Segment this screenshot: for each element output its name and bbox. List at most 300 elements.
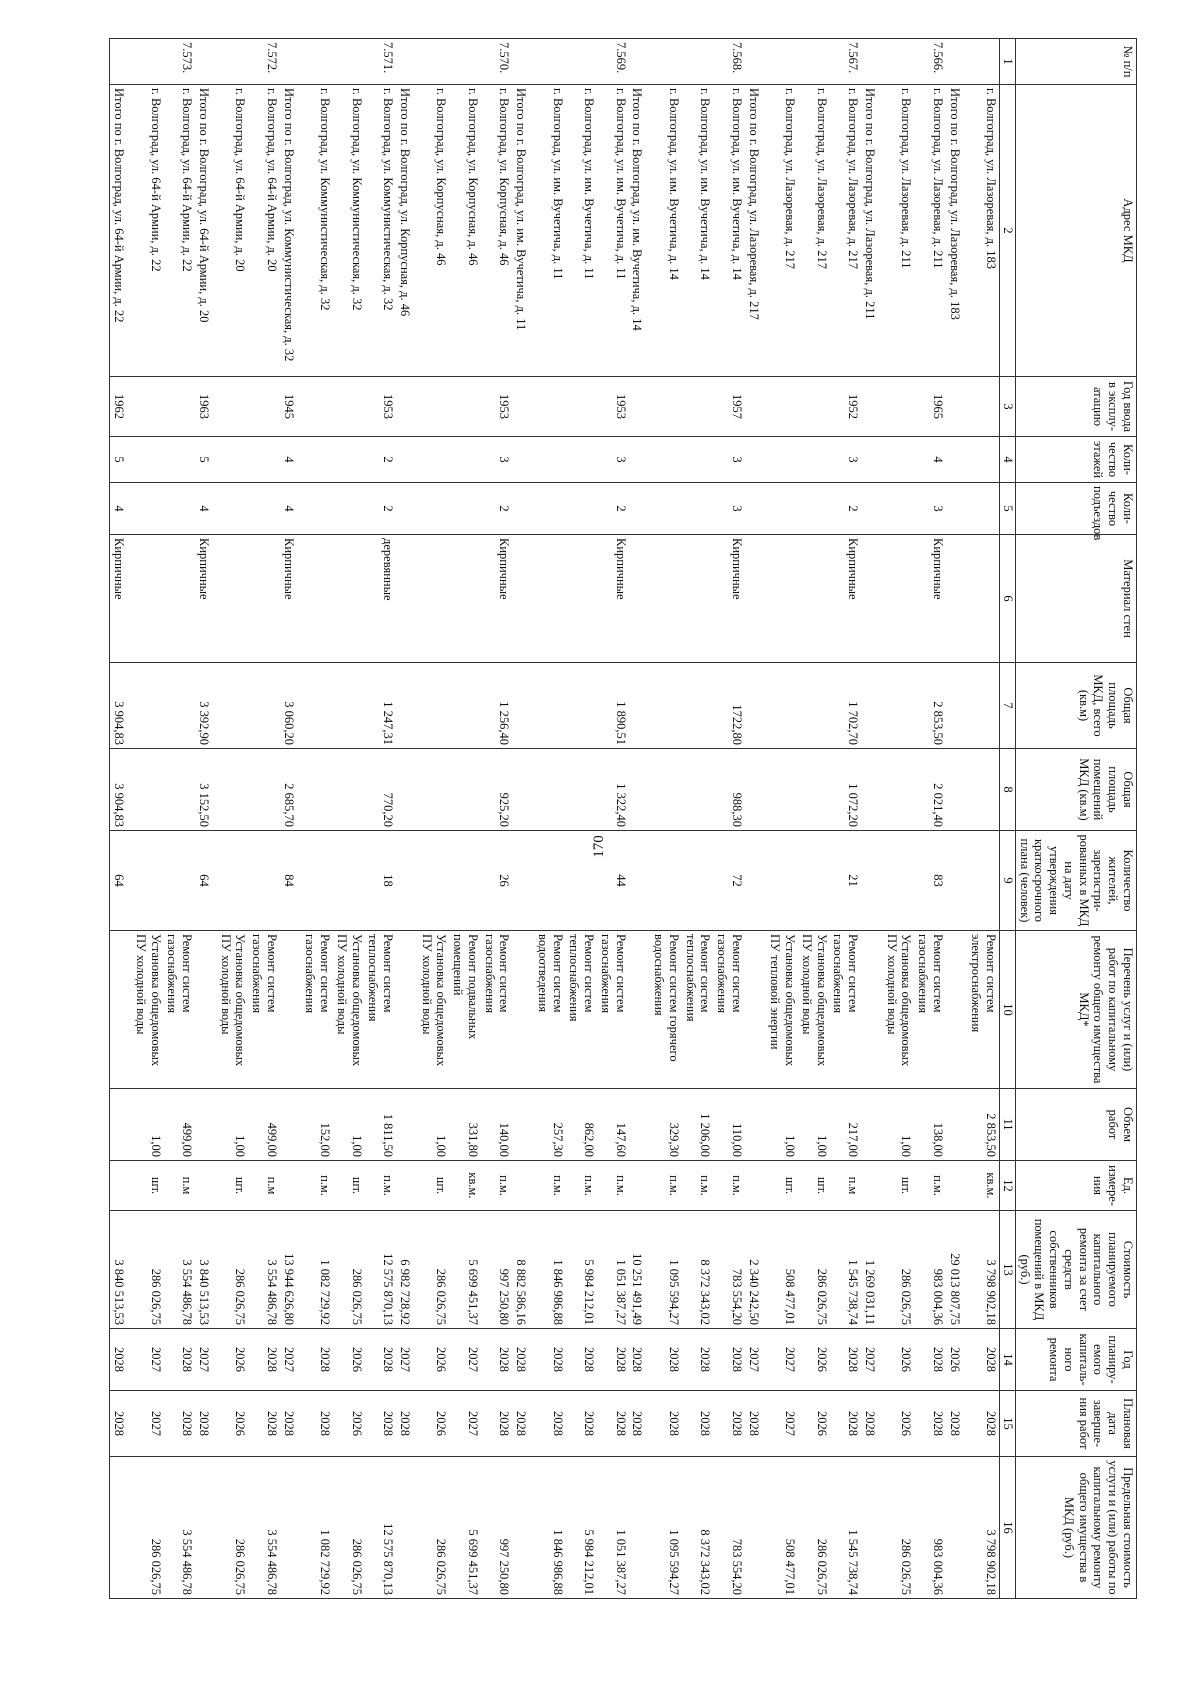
table-row <box>946 39 968 1599</box>
table-cell: 3 798 902,18 <box>968 1457 1000 1599</box>
table-cell: 286 026,75 <box>883 1457 915 1599</box>
table-cell <box>513 663 535 749</box>
table-cell <box>767 663 799 749</box>
table-cell: 1,00 <box>333 1089 365 1161</box>
table-cell <box>861 39 883 85</box>
table-cell: кв.м. <box>450 1161 482 1211</box>
table-cell: Кирпичные <box>714 535 746 663</box>
table-cell: п.м. <box>481 1161 513 1211</box>
table-cell: 147,60 <box>597 1089 629 1161</box>
table-cell: 997 250,80 <box>481 1457 513 1599</box>
table-cell: Ремонт систем газоснабжения <box>164 931 196 1089</box>
table-cell <box>566 831 598 931</box>
column-header: Количество жителей, зарегистри-рованных в МКД на дату утверждения краткосрочного плана (человек) <box>1016 831 1137 931</box>
table-cell: Кирпичные <box>195 535 217 663</box>
table-cell: 3 554 486,78 <box>164 1457 196 1599</box>
table-cell <box>745 749 767 831</box>
column-header: № п/п <box>1016 39 1137 85</box>
column-number: 2 <box>1000 85 1016 377</box>
table-cell: 2027 <box>450 1391 482 1457</box>
column-number: 8 <box>1000 749 1016 831</box>
column-number: 14 <box>1000 1329 1016 1391</box>
table-cell <box>629 931 651 1089</box>
table-cell: 3 798 902,18 <box>968 1211 1000 1329</box>
table-cell: 2028 <box>968 1329 1000 1391</box>
table-cell: Ремонт систем газоснабжения <box>302 931 334 1089</box>
table-cell <box>946 437 968 483</box>
table-cell <box>566 749 598 831</box>
table-cell <box>195 1457 217 1599</box>
table-row <box>249 39 281 1599</box>
table-cell <box>132 535 164 663</box>
table-cell: 286 026,75 <box>798 1457 830 1599</box>
column-number: 3 <box>1000 377 1016 437</box>
table-cell <box>396 931 418 1089</box>
table-cell: 29 013 807,75 <box>946 1211 968 1329</box>
table-cell: 3 554 486,78 <box>249 1457 281 1599</box>
table-cell: г. Волгоград, ул. 64-й Армии, д. 22 <box>164 85 196 377</box>
table-cell: 7.569. <box>597 39 629 85</box>
table-cell: 2028 <box>629 1329 651 1391</box>
table-cell: Итого по г. Волгоград, ул. Лазоревая, д. 211 <box>861 85 883 377</box>
column-number: 4 <box>1000 437 1016 483</box>
table-cell <box>861 931 883 1089</box>
table-cell: шт. <box>132 1161 164 1211</box>
column-header: Объем работ <box>1016 1089 1137 1161</box>
column-number: 6 <box>1000 535 1016 663</box>
table-cell: г. Волгоград, ул. им. Вучетича, д. 11 <box>597 85 629 377</box>
table-cell: 6 982 728,92 <box>396 1211 418 1329</box>
table-cell <box>450 437 482 483</box>
table-cell <box>861 377 883 437</box>
table-cell <box>968 483 1000 535</box>
table-cell: 1953 <box>597 377 629 437</box>
table-cell <box>682 483 714 535</box>
table-cell: 286 026,75 <box>798 1211 830 1329</box>
table-cell: 2028 <box>682 1391 714 1457</box>
table-cell: 783 554,20 <box>714 1457 746 1599</box>
table-cell: 2028 <box>195 1391 217 1457</box>
table-cell <box>534 377 566 437</box>
table-cell: 3 554 486,78 <box>164 1211 196 1329</box>
table-cell: 1 269 031,11 <box>861 1211 883 1329</box>
table-cell <box>946 749 968 831</box>
table-cell: 110,00 <box>714 1089 746 1161</box>
table-cell: 1,00 <box>132 1089 164 1161</box>
table-cell <box>302 831 334 931</box>
table-cell: 5 984 212,01 <box>566 1211 598 1329</box>
table-cell <box>302 663 334 749</box>
table-cell <box>450 831 482 931</box>
table-cell <box>333 39 365 85</box>
table-cell <box>946 931 968 1089</box>
table-cell: 2028 <box>534 1391 566 1457</box>
rotated-table-wrapper <box>52 38 1137 1598</box>
table-cell: 257,30 <box>534 1089 566 1161</box>
table-cell: 925,20 <box>481 749 513 831</box>
table-cell <box>883 437 915 483</box>
table-cell <box>333 483 365 535</box>
table-cell: 2027 <box>861 1329 883 1391</box>
table-cell: Ремонт систем газоснабжения <box>597 931 629 1089</box>
table-cell: 2027 <box>132 1391 164 1457</box>
table-cell <box>798 437 830 483</box>
table-cell: 1 846 986,88 <box>534 1457 566 1599</box>
table-cell: шт. <box>883 1161 915 1211</box>
table-cell: п.м. <box>566 1161 598 1211</box>
table-cell <box>968 831 1000 931</box>
table-cell: шт. <box>798 1161 830 1211</box>
table-cell: 4 <box>195 483 217 535</box>
table-cell: Итого по г. Волгоград, ул. 64-й Армии, д. 22 <box>110 85 132 377</box>
table-cell <box>883 663 915 749</box>
column-number: 7 <box>1000 663 1016 749</box>
table-cell: 5 <box>110 437 132 483</box>
table-cell <box>861 535 883 663</box>
table-cell <box>333 663 365 749</box>
table-cell: 1 082 729,92 <box>302 1457 334 1599</box>
table-cell: 988,30 <box>714 749 746 831</box>
table-cell: 983 004,36 <box>915 1457 947 1599</box>
table-cell: 2028 <box>481 1329 513 1391</box>
table-cell <box>110 1089 132 1161</box>
table-cell <box>513 535 535 663</box>
table-cell <box>682 663 714 749</box>
table-cell <box>745 377 767 437</box>
table-cell <box>682 437 714 483</box>
table-cell: 508 477,01 <box>767 1211 799 1329</box>
table-cell <box>450 483 482 535</box>
table-cell: 1 811,50 <box>365 1089 397 1161</box>
table-cell: Ремонт систем газоснабжения <box>714 931 746 1089</box>
table-cell: Установка общедомовых ПУ холодной воды <box>132 931 164 1089</box>
table-cell: 286 026,75 <box>217 1457 249 1599</box>
table-cell <box>333 831 365 931</box>
table-cell: 8 372 343,02 <box>682 1457 714 1599</box>
table-cell <box>110 931 132 1089</box>
table-cell: г. Волгоград, ул. Коммунистическая, д. 32 <box>302 85 334 377</box>
table-cell: Ремонт систем теплоснабжения <box>365 931 397 1089</box>
table-cell: 2027 <box>195 1329 217 1391</box>
table-cell <box>249 749 281 831</box>
table-cell: 2028 <box>164 1329 196 1391</box>
table-cell <box>745 1457 767 1599</box>
table-cell <box>883 377 915 437</box>
table-cell <box>513 1089 535 1161</box>
table-cell <box>798 39 830 85</box>
table-cell: 3 904,83 <box>110 663 132 749</box>
table-cell: Кирпичные <box>830 535 862 663</box>
table-cell <box>682 831 714 931</box>
table-cell <box>280 931 302 1089</box>
column-number-row <box>1000 39 1016 1599</box>
table-cell <box>110 1161 132 1211</box>
table-row <box>883 39 915 1599</box>
table-cell: 2028 <box>651 1329 683 1391</box>
table-cell <box>798 377 830 437</box>
table-cell <box>396 377 418 437</box>
table-cell <box>217 749 249 831</box>
table-cell: 83 <box>915 831 947 931</box>
table-cell <box>968 535 1000 663</box>
table-cell: 997 250,80 <box>481 1211 513 1329</box>
table-cell: 2 <box>365 483 397 535</box>
table-cell <box>798 483 830 535</box>
table-cell: 2026 <box>883 1391 915 1457</box>
table-cell: п.м. <box>714 1161 746 1211</box>
table-cell: 7.566. <box>915 39 947 85</box>
table-cell <box>396 483 418 535</box>
table-cell: г. Волгоград, ул. Лазоревая, д. 211 <box>915 85 947 377</box>
table-cell <box>968 39 1000 85</box>
table-cell: 64 <box>110 831 132 931</box>
table-cell <box>651 831 683 931</box>
table-cell: 3 554 486,78 <box>249 1211 281 1329</box>
table-cell: 2 340 242,50 <box>745 1211 767 1329</box>
table-cell: 1 256,40 <box>481 663 513 749</box>
table-cell: 1 846 986,88 <box>534 1211 566 1329</box>
table-row <box>333 39 365 1599</box>
table-cell: Ремонт систем газоснабжения <box>249 931 281 1089</box>
table-cell <box>302 437 334 483</box>
table-cell: 4 <box>280 483 302 535</box>
table-cell <box>195 39 217 85</box>
table-cell: 2028 <box>110 1391 132 1457</box>
table-cell: 2028 <box>915 1329 947 1391</box>
table-row <box>651 39 683 1599</box>
table-row <box>682 39 714 1599</box>
table-cell: г. Волгоград, ул. Коммунистическая, д. 32 <box>333 85 365 377</box>
table-cell: 2028 <box>946 1391 968 1457</box>
table-cell <box>396 663 418 749</box>
table-cell <box>767 535 799 663</box>
column-header: Адрес МКД <box>1016 85 1137 377</box>
table-cell: п.м. <box>534 1161 566 1211</box>
table-cell <box>513 483 535 535</box>
table-cell: Ремонт подвальных помещений <box>450 931 482 1089</box>
table-cell <box>861 483 883 535</box>
table-cell <box>682 377 714 437</box>
header-row <box>1016 39 1137 1599</box>
table-cell <box>132 831 164 931</box>
table-cell <box>767 831 799 931</box>
table-cell: п.м. <box>302 1161 334 1211</box>
table-cell: 2027 <box>767 1391 799 1457</box>
table-cell <box>629 535 651 663</box>
table-cell <box>164 663 196 749</box>
table-cell: п.м. <box>597 1161 629 1211</box>
table-cell <box>534 663 566 749</box>
column-number: 10 <box>1000 931 1016 1089</box>
table-cell: 2028 <box>714 1329 746 1391</box>
table-row <box>830 39 862 1599</box>
table-cell <box>217 535 249 663</box>
table-cell <box>629 663 651 749</box>
table-cell <box>302 39 334 85</box>
table-cell: 1965 <box>915 377 947 437</box>
table-cell: п.м. <box>915 1161 947 1211</box>
table-cell: Кирпичные <box>481 535 513 663</box>
table-cell: Кирпичные <box>280 535 302 663</box>
table-cell <box>767 437 799 483</box>
table-cell: Итого по г. Волгоград, ул. им. Вучетича, д. 11 <box>513 85 535 377</box>
table-cell <box>861 1089 883 1161</box>
column-number: 13 <box>1000 1211 1016 1329</box>
table-cell: 286 026,75 <box>217 1211 249 1329</box>
table-cell: 7.571. <box>365 39 397 85</box>
table-cell: 2028 <box>861 1391 883 1457</box>
table-cell <box>767 377 799 437</box>
table-cell: г. Волгоград, ул. им. Вучетича, д. 14 <box>651 85 683 377</box>
table-cell: 2028 <box>534 1329 566 1391</box>
table-cell: 1,00 <box>767 1089 799 1161</box>
table-cell: 2028 <box>714 1391 746 1457</box>
table-cell: 2026 <box>798 1329 830 1391</box>
table-cell <box>629 437 651 483</box>
table-cell <box>566 483 598 535</box>
table-cell <box>946 663 968 749</box>
table-cell <box>745 831 767 931</box>
table-cell <box>164 483 196 535</box>
table-row <box>195 39 217 1599</box>
table-cell: 152,00 <box>302 1089 334 1161</box>
table-cell <box>110 39 132 85</box>
table-cell <box>861 437 883 483</box>
table-cell: Установка общедомовых ПУ холодной воды <box>883 931 915 1089</box>
table-cell: Установка общедомовых ПУ тепловой энергии <box>767 931 799 1089</box>
table-cell: 2 <box>830 483 862 535</box>
table-cell: 7.573. <box>164 39 196 85</box>
table-cell: Кирпичные <box>915 535 947 663</box>
table-cell: 18 <box>365 831 397 931</box>
table-cell: 12 575 870,13 <box>365 1457 397 1599</box>
column-header: Предельная стоимость услуги и (или) работы по капитальному ремонту общего имущества в МКД (руб.) <box>1016 1457 1137 1599</box>
table-cell: 12 575 870,13 <box>365 1211 397 1329</box>
table-cell <box>566 535 598 663</box>
column-number: 12 <box>1000 1161 1016 1211</box>
table-cell <box>249 377 281 437</box>
table-cell: 2026 <box>333 1329 365 1391</box>
table-cell <box>946 535 968 663</box>
table-cell: 1 051 387,27 <box>597 1211 629 1329</box>
table-cell <box>651 663 683 749</box>
table-cell: 1953 <box>481 377 513 437</box>
table-cell: 2028 <box>651 1391 683 1457</box>
table-cell <box>396 1457 418 1599</box>
table-cell: 5 699 451,37 <box>450 1457 482 1599</box>
table-cell: Установка общедомовых ПУ холодной воды <box>418 931 450 1089</box>
table-cell <box>280 39 302 85</box>
table-row <box>302 39 334 1599</box>
table-cell <box>682 749 714 831</box>
table-cell: 286 026,75 <box>132 1211 164 1329</box>
table-cell <box>217 377 249 437</box>
table-cell: 862,00 <box>566 1089 598 1161</box>
table-cell <box>132 437 164 483</box>
table-cell: Ремонт систем горячего водоснабжения <box>651 931 683 1089</box>
table-cell: 1 545 738,74 <box>830 1211 862 1329</box>
table-row <box>714 39 746 1599</box>
table-cell: г. Волгоград, ул. 64-й Армии, д. 20 <box>249 85 281 377</box>
table-cell <box>418 663 450 749</box>
table-cell <box>396 535 418 663</box>
table-cell: 2028 <box>745 1391 767 1457</box>
table-cell: шт. <box>333 1161 365 1211</box>
table-cell: 2027 <box>280 1329 302 1391</box>
table-cell <box>249 483 281 535</box>
table-cell <box>651 377 683 437</box>
column-header: Плановая дата заверше-ния работ <box>1016 1391 1137 1457</box>
table-row <box>481 39 513 1599</box>
table-cell <box>217 39 249 85</box>
table-cell <box>164 377 196 437</box>
table-cell: 3 392,90 <box>195 663 217 749</box>
table-cell: 3 <box>597 437 629 483</box>
table-cell: 2028 <box>481 1391 513 1457</box>
table-cell <box>651 749 683 831</box>
column-header: Год планиру-емого капиталь-ного ремонта <box>1016 1329 1137 1391</box>
table-cell: Ремонт систем теплоснабжения <box>682 931 714 1089</box>
table-row <box>861 39 883 1599</box>
table-cell: 1957 <box>714 377 746 437</box>
table-cell <box>513 931 535 1089</box>
table-cell <box>249 831 281 931</box>
column-header: Коли-чество этажей <box>1016 437 1137 483</box>
column-header: Общая площадь МКД, всего (кв.м) <box>1016 663 1137 749</box>
table-cell <box>883 39 915 85</box>
table-cell <box>164 437 196 483</box>
column-header: Коли-чество подъездов <box>1016 483 1137 535</box>
table-cell <box>110 1457 132 1599</box>
table-cell: 2028 <box>513 1329 535 1391</box>
table-cell: 1 095 594,27 <box>651 1457 683 1599</box>
table-cell: 2027 <box>132 1329 164 1391</box>
table-cell <box>513 1457 535 1599</box>
table-cell: 3 152,50 <box>195 749 217 831</box>
column-number: 9 <box>1000 831 1016 931</box>
table-cell: 2028 <box>597 1391 629 1457</box>
table-cell <box>946 483 968 535</box>
table-cell: Ремонт систем газоснабжения <box>481 931 513 1089</box>
table-cell: Итого по г. Волгоград, ул. Лазоревая, д. 217 <box>745 85 767 377</box>
table-cell: 2 <box>365 437 397 483</box>
table-cell <box>450 535 482 663</box>
table-cell: 499,00 <box>249 1089 281 1161</box>
table-cell <box>249 663 281 749</box>
table-cell: Ремонт систем газоснабжения <box>830 931 862 1089</box>
table-cell <box>418 39 450 85</box>
table-cell: г. Волгоград, ул. им. Вучетича, д. 11 <box>534 85 566 377</box>
table-cell: г. Волгоград, ул. Лазоревая, д. 217 <box>767 85 799 377</box>
table-cell: 13 944 626,80 <box>280 1211 302 1329</box>
table-cell <box>418 749 450 831</box>
table-cell <box>333 377 365 437</box>
table-cell: 286 026,75 <box>418 1457 450 1599</box>
table-cell <box>968 377 1000 437</box>
table-row <box>450 39 482 1599</box>
table-cell <box>396 749 418 831</box>
table-cell <box>566 663 598 749</box>
table-cell <box>396 39 418 85</box>
table-cell: 2 853,50 <box>915 663 947 749</box>
table-cell: 84 <box>280 831 302 931</box>
table-row <box>396 39 418 1599</box>
table-cell: 1 095 594,27 <box>651 1211 683 1329</box>
table-cell: 2028 <box>513 1391 535 1457</box>
column-number: 5 <box>1000 483 1016 535</box>
table-cell <box>534 831 566 931</box>
table-row <box>597 39 629 1599</box>
